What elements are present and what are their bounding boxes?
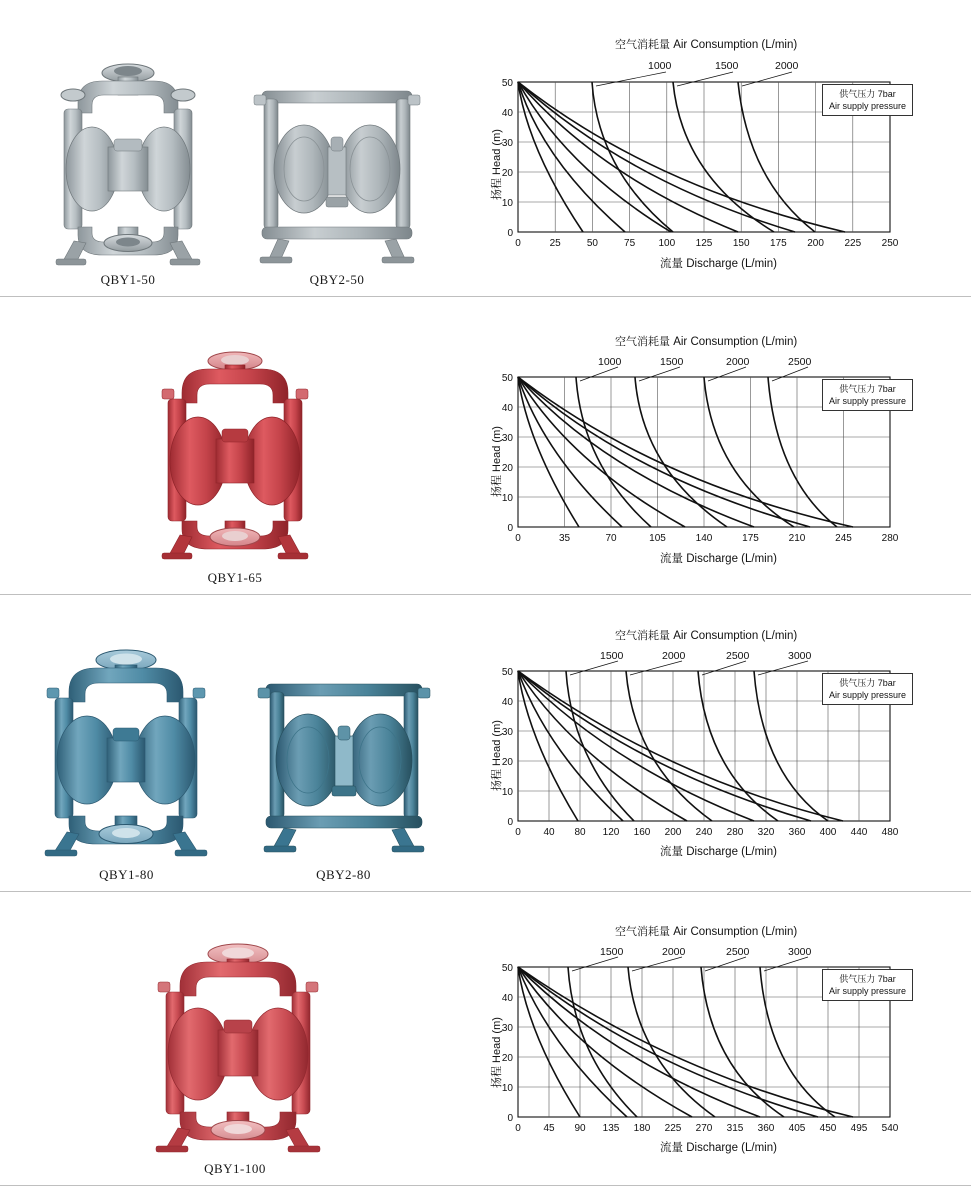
note-en: Air supply pressure: [829, 690, 907, 701]
svg-text:360: 360: [757, 1123, 775, 1134]
pump-cell-qby1-50: [38, 51, 218, 288]
svg-text:150: 150: [732, 238, 750, 249]
svg-text:440: 440: [850, 827, 868, 838]
product-row-4: [0, 892, 971, 1186]
svg-text:30: 30: [501, 138, 513, 149]
svg-text:30: 30: [501, 1023, 513, 1034]
air-supply-note: [822, 969, 913, 1001]
chart-title-cn: 空气消耗量: [615, 335, 670, 348]
svg-text:210: 210: [788, 533, 806, 544]
note-en: Air supply pressure: [829, 101, 907, 112]
svg-text:405: 405: [788, 1123, 806, 1134]
chart-title-en: Air Consumption (L/min): [673, 39, 798, 51]
pump-label: QBY1-50: [100, 272, 156, 287]
svg-text:25: 25: [549, 238, 561, 249]
svg-text:40: 40: [501, 108, 513, 119]
svg-text:0: 0: [515, 1123, 521, 1134]
air-label-3000: 3000: [788, 650, 812, 662]
chart-qby-100: [470, 892, 971, 1185]
chart-title-en: Air Consumption (L/min): [673, 336, 798, 348]
air-label-1000: 1000: [648, 60, 672, 72]
svg-text:200: 200: [807, 238, 824, 249]
chart-title: [615, 627, 797, 643]
air-label-1000: 1000: [598, 356, 622, 368]
svg-text:0: 0: [507, 1113, 513, 1124]
pump-image-qby2-50: [242, 51, 432, 266]
y-axis-label-en: Head (m): [491, 129, 503, 175]
svg-text:40: 40: [501, 993, 513, 1004]
product-row-1: [0, 0, 971, 297]
y-axis-label-cn: 扬程: [491, 1066, 503, 1088]
air-supply-note: [822, 379, 913, 411]
product-row-3: [0, 595, 971, 892]
chart-qby-50: [470, 0, 971, 296]
svg-text:0: 0: [515, 827, 521, 838]
svg-text:40: 40: [501, 697, 513, 708]
pump-label: QBY1-100: [204, 1161, 266, 1176]
x-axis-label-en: Discharge (L/min): [686, 258, 777, 270]
pump-image-qby1-80: [29, 636, 224, 861]
pump-cell-qby2-50: [242, 51, 432, 288]
x-axis-label-en: Discharge (L/min): [686, 846, 777, 858]
pump-images-row-2: [0, 297, 470, 594]
x-axis-label-cn: 流量: [660, 553, 683, 565]
note-cn: 供气压力 7bar: [839, 384, 896, 394]
air-label-2000: 2000: [662, 946, 686, 958]
pump-label: QBY1-80: [99, 867, 154, 882]
air-label-2500: 2500: [726, 946, 750, 958]
svg-text:20: 20: [501, 168, 513, 179]
svg-text:30: 30: [501, 727, 513, 738]
note-en: Air supply pressure: [829, 986, 907, 997]
svg-text:50: 50: [501, 667, 513, 678]
chart-title-en: Air Consumption (L/min): [673, 926, 798, 938]
air-label-2500: 2500: [726, 650, 750, 662]
svg-text:50: 50: [501, 78, 513, 89]
note-en: Air supply pressure: [829, 396, 907, 407]
svg-text:160: 160: [633, 827, 651, 838]
air-supply-note: [822, 84, 913, 116]
svg-text:315: 315: [726, 1123, 744, 1134]
svg-text:20: 20: [501, 757, 513, 768]
pump-label: QBY2-50: [309, 272, 365, 287]
x-axis-label-cn: 流量: [660, 846, 683, 858]
svg-text:280: 280: [881, 533, 899, 544]
pump-image-qby2-80: [246, 636, 441, 861]
pump-image-qby1-65: [140, 339, 330, 564]
svg-text:30: 30: [501, 433, 513, 444]
pump-label: QBY2-80: [316, 867, 371, 882]
chart-title-cn: 空气消耗量: [615, 38, 670, 51]
note-cn: 供气压力 7bar: [839, 974, 896, 984]
y-axis-label-cn: 扬程: [491, 475, 503, 497]
y-axis-label: [488, 129, 504, 200]
note-cn: 供气压力 7bar: [839, 678, 896, 688]
svg-text:540: 540: [881, 1123, 899, 1134]
air-label-1500: 1500: [715, 60, 739, 72]
svg-text:450: 450: [819, 1123, 837, 1134]
svg-text:140: 140: [695, 533, 713, 544]
pump-image-qby1-50: [38, 51, 218, 266]
svg-text:20: 20: [501, 1053, 513, 1064]
svg-text:0: 0: [515, 533, 521, 544]
svg-text:320: 320: [757, 827, 775, 838]
pump-cell-qby1-65: [140, 339, 330, 586]
svg-text:80: 80: [574, 827, 586, 838]
product-row-2: [0, 297, 971, 595]
svg-text:10: 10: [501, 1083, 513, 1094]
svg-text:175: 175: [770, 238, 787, 249]
svg-text:50: 50: [501, 373, 513, 384]
svg-text:180: 180: [633, 1123, 651, 1134]
svg-text:125: 125: [695, 238, 713, 249]
y-axis-label-en: Head (m): [491, 1017, 503, 1063]
y-axis-label-cn: 扬程: [491, 178, 503, 200]
svg-text:75: 75: [624, 238, 636, 249]
svg-text:50: 50: [501, 963, 513, 974]
chart-qby-80: [470, 595, 971, 891]
air-label-2500: 2500: [788, 356, 812, 368]
x-axis-label-en: Discharge (L/min): [686, 553, 777, 565]
svg-text:400: 400: [819, 827, 837, 838]
y-axis-label: [488, 720, 504, 791]
chart-title: [615, 333, 797, 349]
chart-title-en: Air Consumption (L/min): [673, 630, 798, 642]
svg-text:40: 40: [501, 403, 513, 414]
svg-text:70: 70: [605, 533, 617, 544]
x-axis-label-cn: 流量: [660, 1142, 683, 1154]
x-axis-label: [660, 1139, 777, 1155]
svg-text:105: 105: [649, 533, 666, 544]
svg-text:270: 270: [695, 1123, 713, 1134]
air-supply-note: [822, 673, 913, 705]
note-cn: 供气压力 7bar: [839, 89, 896, 99]
svg-text:120: 120: [602, 827, 620, 838]
x-axis-label-en: Discharge (L/min): [686, 1142, 777, 1154]
svg-text:35: 35: [558, 533, 571, 544]
svg-text:50: 50: [586, 238, 598, 249]
x-axis-label-cn: 流量: [660, 258, 683, 270]
svg-text:40: 40: [543, 827, 555, 838]
svg-text:0: 0: [515, 238, 521, 249]
svg-text:225: 225: [844, 238, 862, 249]
pump-cell-qby1-100: [138, 930, 333, 1177]
svg-text:200: 200: [664, 827, 682, 838]
svg-text:10: 10: [501, 198, 513, 209]
svg-text:245: 245: [835, 533, 852, 544]
svg-text:250: 250: [881, 238, 899, 249]
pump-images-row-3: [0, 595, 470, 891]
air-label-3000: 3000: [788, 946, 812, 958]
pump-label: QBY1-65: [207, 570, 263, 585]
chart-title: [615, 923, 797, 939]
x-axis-label: [660, 550, 777, 566]
y-axis-label-cn: 扬程: [491, 769, 503, 791]
y-axis-label: [488, 1017, 504, 1088]
y-axis-label: [488, 426, 504, 497]
pump-cell-qby2-80: [246, 636, 441, 883]
chart-title-cn: 空气消耗量: [615, 629, 670, 642]
svg-text:0: 0: [507, 523, 513, 534]
air-label-2000: 2000: [726, 356, 750, 368]
chart-title: [615, 36, 797, 52]
y-axis-label-en: Head (m): [491, 426, 503, 472]
svg-text:45: 45: [543, 1123, 555, 1134]
chart-title-cn: 空气消耗量: [615, 925, 670, 938]
x-axis-label: [660, 255, 777, 271]
svg-text:0: 0: [507, 228, 513, 239]
svg-text:10: 10: [501, 787, 513, 798]
svg-text:240: 240: [695, 827, 713, 838]
pump-images-row-4: [0, 892, 470, 1185]
chart-qby-65: [470, 297, 971, 594]
svg-text:495: 495: [850, 1123, 868, 1134]
y-axis-label-en: Head (m): [491, 720, 503, 766]
svg-text:100: 100: [658, 238, 676, 249]
svg-text:10: 10: [501, 493, 513, 504]
svg-text:360: 360: [788, 827, 806, 838]
air-label-1500: 1500: [600, 946, 624, 958]
svg-text:280: 280: [726, 827, 744, 838]
air-label-1500: 1500: [660, 356, 684, 368]
svg-text:225: 225: [664, 1123, 682, 1134]
air-label-2000: 2000: [775, 60, 799, 72]
svg-text:480: 480: [881, 827, 899, 838]
svg-text:0: 0: [507, 817, 513, 828]
air-label-1500: 1500: [600, 650, 624, 662]
x-axis-label: [660, 843, 777, 859]
pump-image-qby1-100: [138, 930, 333, 1155]
pump-images-row-1: [0, 0, 470, 296]
svg-text:135: 135: [602, 1123, 620, 1134]
pump-cell-qby1-80: [29, 636, 224, 883]
svg-text:175: 175: [742, 533, 759, 544]
svg-text:90: 90: [574, 1123, 586, 1134]
air-label-2000: 2000: [662, 650, 686, 662]
svg-text:20: 20: [501, 463, 513, 474]
